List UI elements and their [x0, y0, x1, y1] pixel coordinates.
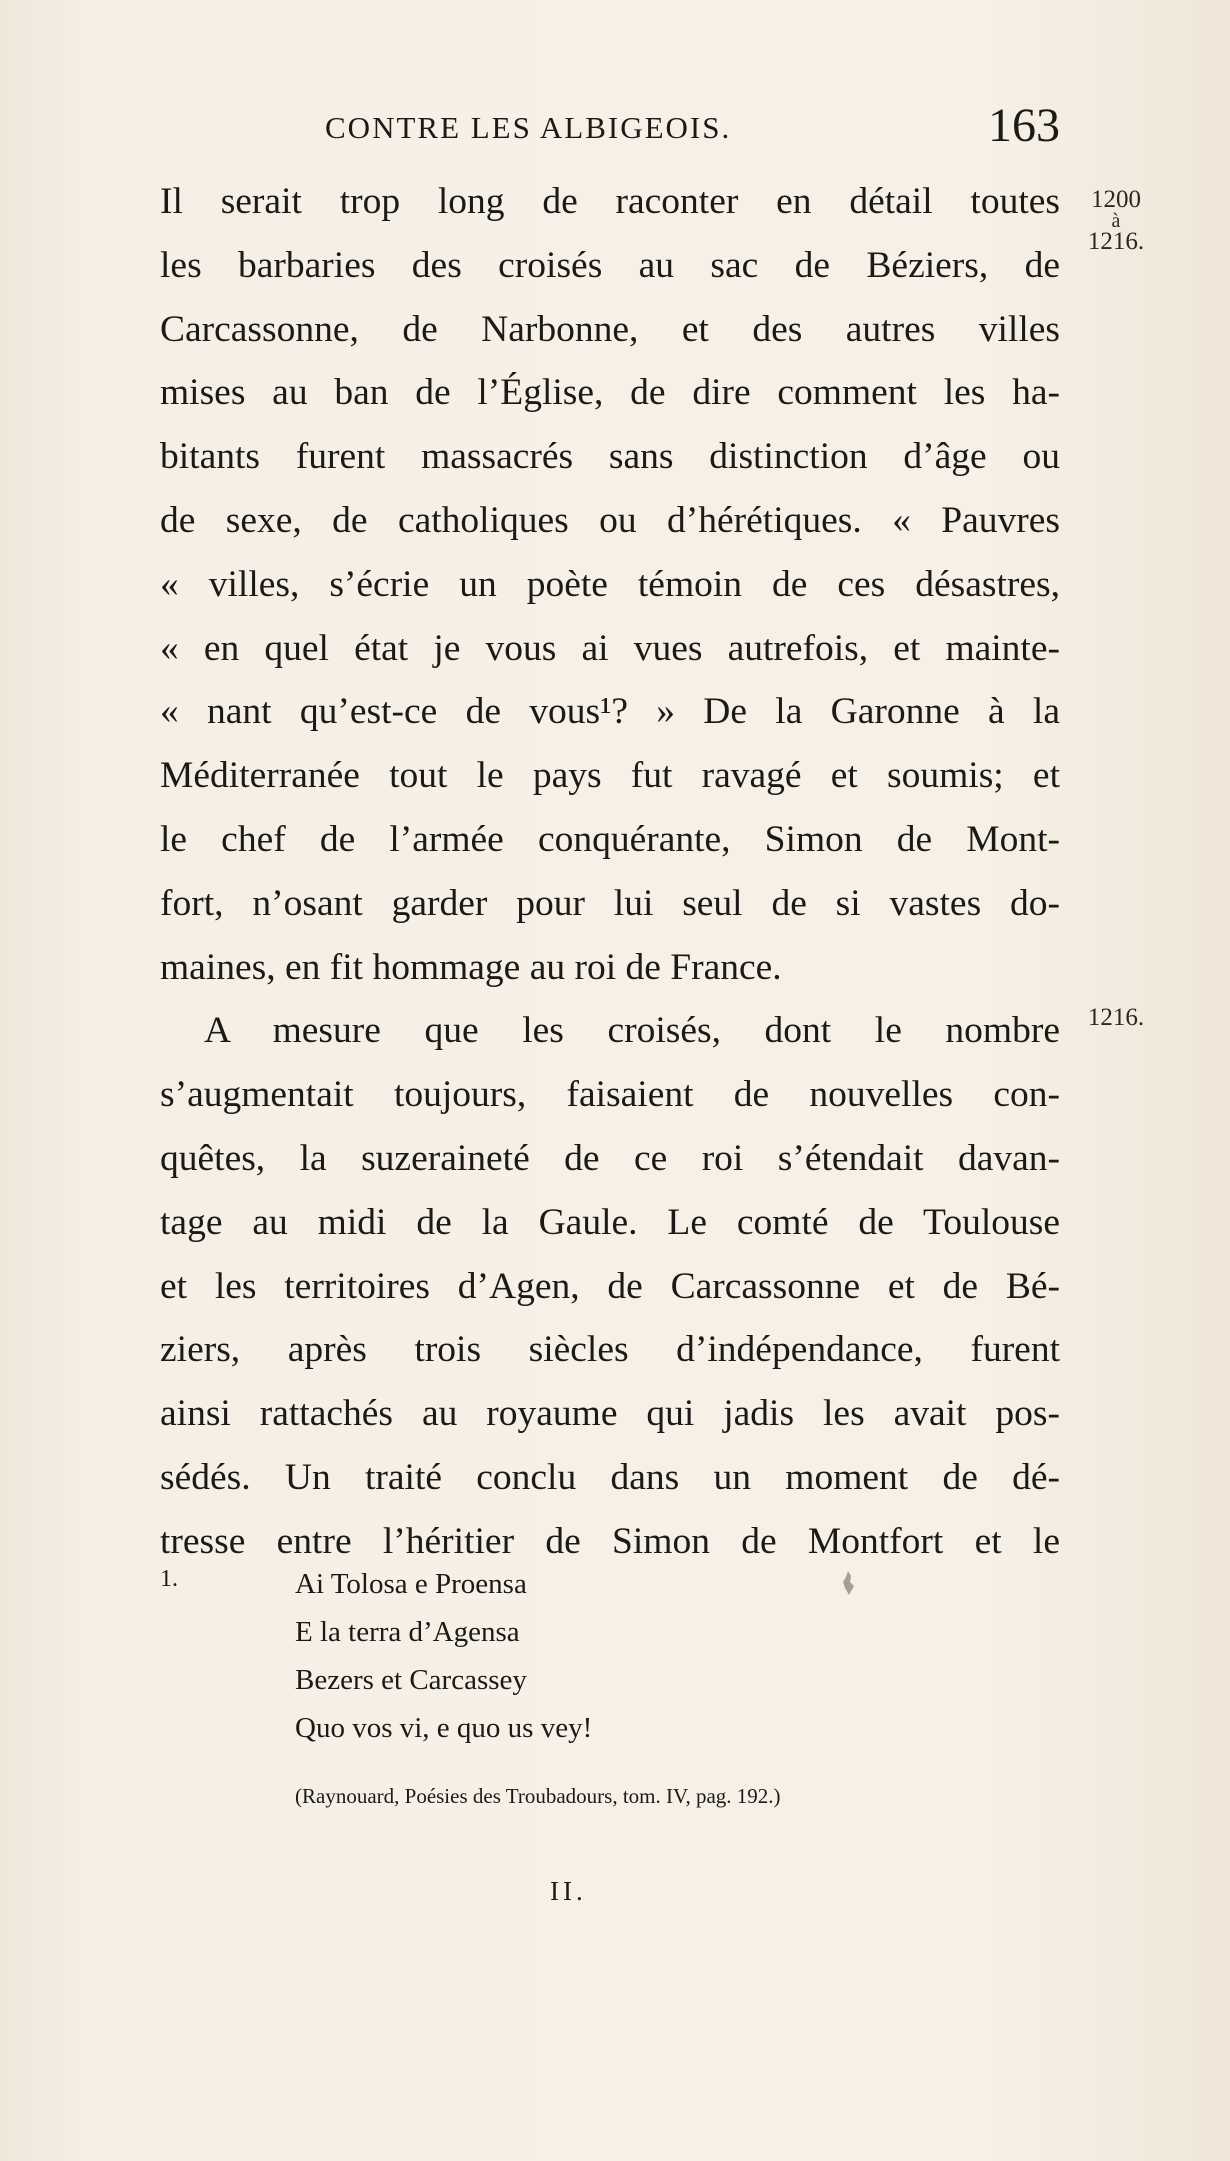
text-line: tresse entre l’héritier de Simon de Montfort et le: [160, 1520, 1060, 1562]
body-text: [160, 170, 1060, 1574]
text-line: et les territoires d’Agen, de Carcassonne et de Bé-: [160, 1265, 1060, 1307]
footnote-verse-line: Ai Tolosa e Proensa: [295, 1568, 527, 1600]
margin-date-single: 1216.: [1087, 1004, 1145, 1031]
text-line: « villes, s’écrie un poète témoin de ces désastres,: [160, 563, 1060, 605]
margin-date-end: 1216.: [1087, 228, 1145, 255]
ink-stain-mark: [840, 1570, 858, 1596]
footnote-verse-line: Quo vos vi, e quo us vey!: [295, 1712, 593, 1744]
running-head: CONTRE LES ALBIGEOIS.: [325, 110, 732, 145]
text-line: bitants furent massacrés sans distinction d’âge ou: [160, 436, 1060, 478]
text-line: Il serait trop long de raconter en détail toutes: [160, 181, 1060, 222]
text-line: « nant qu’est-ce de vous¹? » De la Garonne à la: [160, 691, 1060, 733]
margin-date-separator: à: [1111, 210, 1121, 232]
text-line: les barbaries des croisés au sac de Béziers, de: [160, 244, 1060, 286]
text-line: maines, en fit hommage au roi de France.: [160, 946, 782, 988]
margin-date-start: 1200: [1091, 186, 1141, 213]
text-line: Carcassonne, de Narbonne, et des autres villes: [160, 308, 1060, 350]
page-header: [160, 99, 1060, 164]
text-line: quêtes, la suzeraineté de ce roi s’étendait davan-: [160, 1137, 1060, 1179]
paragraph-start-line: A mesure que les croisés, dont le nombre: [204, 1010, 1060, 1052]
text-line: de sexe, de catholiques ou d’hérétiques. « Pauvres: [160, 499, 1060, 541]
text-line: ziers, après trois siècles d’indépendance, furent: [160, 1329, 1060, 1371]
text-line: s’augmentait toujours, faisaient de nouvelles con-: [160, 1074, 1060, 1116]
text-line: sédés. Un traité conclu dans un moment de dé-: [160, 1456, 1060, 1498]
footnote-marker: 1.: [160, 1566, 178, 1592]
page-number: 163: [988, 99, 1060, 152]
text-line: tage au midi de la Gaule. Le comté de Toulouse: [160, 1201, 1060, 1243]
footnote-source: (Raynouard, Poésies des Troubadours, tom. IV, pag. 192.): [295, 1784, 781, 1808]
text-line: ainsi rattachés au royaume qui jadis les avait pos-: [160, 1393, 1060, 1435]
footnote-verse-line: Bezers et Carcassey: [295, 1664, 527, 1696]
text-line: le chef de l’armée conquérante, Simon de Mont-: [160, 818, 1060, 860]
text-line: Méditerranée tout le pays fut ravagé et soumis; et: [160, 755, 1060, 797]
margin-date-range: [1080, 186, 1152, 256]
footnote-verse-line: E la terra d’Agensa: [295, 1616, 520, 1648]
text-line: « en quel état je vous ai vues autrefois, et mainte-: [160, 627, 1060, 669]
text-line: mises au ban de l’Église, de dire comment les ha-: [160, 372, 1060, 414]
signature-mark: II.: [550, 1876, 587, 1906]
text-line: fort, n’osant garder pour lui seul de si vastes do-: [160, 882, 1060, 924]
